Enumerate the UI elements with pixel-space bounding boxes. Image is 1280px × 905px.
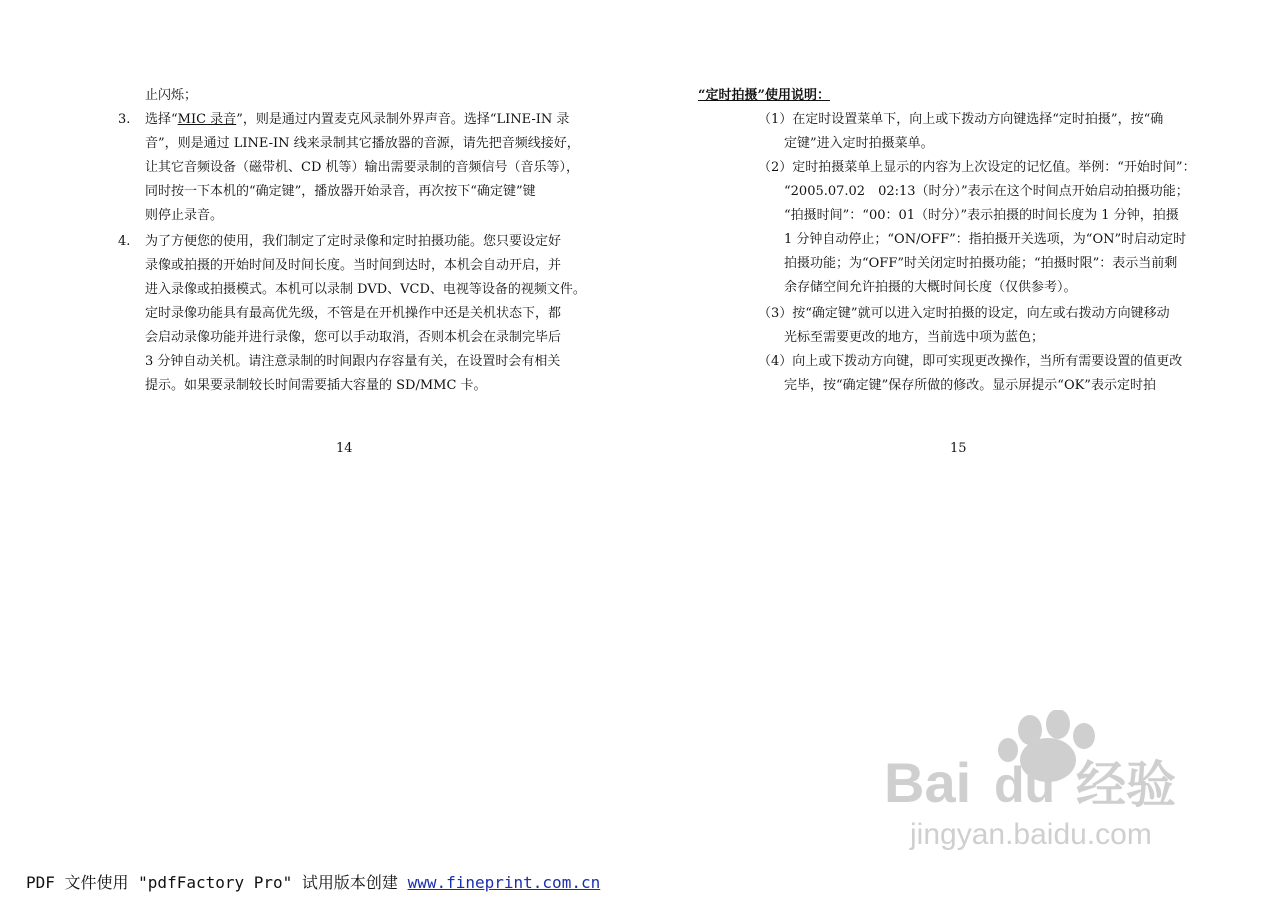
watermark-url: jingyan.baidu.com <box>910 818 1152 851</box>
step-3-line-2: 光标至需要更改的地方，当前选中项为蓝色； <box>784 330 1045 345</box>
step-1-line-2: 定键”进入定时拍摄菜单。 <box>784 136 934 151</box>
item-3-line-1-end: ”，则是通过内置麦克风录制外界声音。选择“LINE-IN 录 <box>236 112 570 127</box>
watermark-suffix: 经验 <box>1076 756 1176 814</box>
item-3-line-4: 同时按一下本机的“确定键”，播放器开始录音，再次按下“确定键”键 <box>145 184 536 199</box>
item-4-line-5: 会启动录像功能并进行录像，您可以手动取消，否则本机会在录制完毕后 <box>145 330 562 345</box>
item-3-line-1-start: 选择“ <box>145 112 178 127</box>
baidu-jingyan-watermark <box>880 710 1210 860</box>
fineprint-link[interactable]: www.fineprint.com.cn <box>407 873 601 892</box>
item-4-line-6: 3 分钟自动关机。请注意录制的时间跟内存容量有关，在设置时会有相关 <box>145 354 561 369</box>
step-3-line-1: （3）按“确定键”就可以进入定时拍摄的设定，向左或右拨动方向键移动 <box>758 306 1170 321</box>
page-number: 14 <box>336 441 353 456</box>
continued-line: 止闪烁； <box>145 88 198 103</box>
step-2-line-2: “2005.07.02 02:13（时分）”表示在这个时间点开始启动拍摄功能； <box>784 184 1189 199</box>
step-4-line-2: 完毕，按“确定键”保存所做的修改。显示屏提示“OK”表示定时拍 <box>784 378 1156 393</box>
item-4-line-4: 定时录像功能具有最高优先级，不管是在开机操作中还是关机状态下，都 <box>145 306 562 321</box>
watermark-brand-du: du <box>994 757 1056 813</box>
watermark-brand: Bai <box>884 751 972 814</box>
item-3-line-3: 让其它音频设备（磁带机、CD 机等）输出需要录制的音频信号（音乐等）， <box>145 160 580 175</box>
item-4-line-7: 提示。如果要录制较长时间需要插大容量的 SD/MMC 卡。 <box>145 378 487 393</box>
item-3-line-5: 则停止录音。 <box>145 208 224 223</box>
step-2-line-3: “拍摄时间”：“00：01（时分）”表示拍摄的时间长度为 1 分钟，拍摄 <box>784 208 1179 223</box>
item-4-number: 4. <box>118 234 131 249</box>
footer-text: PDF 文件使用 "pdfFactory Pro" 试用版本创建 <box>26 873 408 892</box>
mic-record-term: MIC 录音 <box>177 112 237 127</box>
pdf-footer <box>26 870 600 893</box>
item-3-line-1 <box>145 108 569 132</box>
step-2-line-6: 余存储空间允许拍摄的大概时间长度（仅供参考）。 <box>784 280 1077 295</box>
step-1-line-1: （1）在定时设置菜单下，向上或下拨动方向键选择“定时拍摄”，按“确 <box>758 112 1164 127</box>
item-3-line-2: 音”，则是通过 LINE-IN 线来录制其它播放器的音源，请先把音频线接好， <box>145 136 580 151</box>
section-heading: “定时拍摄”使用说明： <box>698 88 830 103</box>
item-3-number: 3. <box>118 112 131 127</box>
item-4-line-3: 进入录像或拍摄模式。本机可以录制 DVD、VCD、电视等设备的视频文件。 <box>145 282 586 297</box>
step-2-line-4: 1 分钟自动停止；“ON/OFF”：指拍摄开关选项，为“ON”时启动定时 <box>784 232 1187 247</box>
step-2-line-5: 拍摄功能；为“OFF”时关闭定时拍摄功能；“拍摄时限”：表示当前剩 <box>784 256 1178 271</box>
page-number: 15 <box>950 441 967 456</box>
step-4-line-1: （4）向上或下拨动方向键，即可实现更改操作，当所有需要设置的值更改 <box>758 354 1183 369</box>
step-2-line-1: （2）定时拍摄菜单上显示的内容为上次设定的记忆值。举例：“开始时间”： <box>758 160 1196 175</box>
item-4-line-2: 录像或拍摄的开始时间及时间长度。当时间到达时，本机会自动开启，并 <box>145 258 562 273</box>
item-4-line-1: 为了方便您的使用，我们制定了定时录像和定时拍摄功能。您只要设定好 <box>145 234 562 249</box>
